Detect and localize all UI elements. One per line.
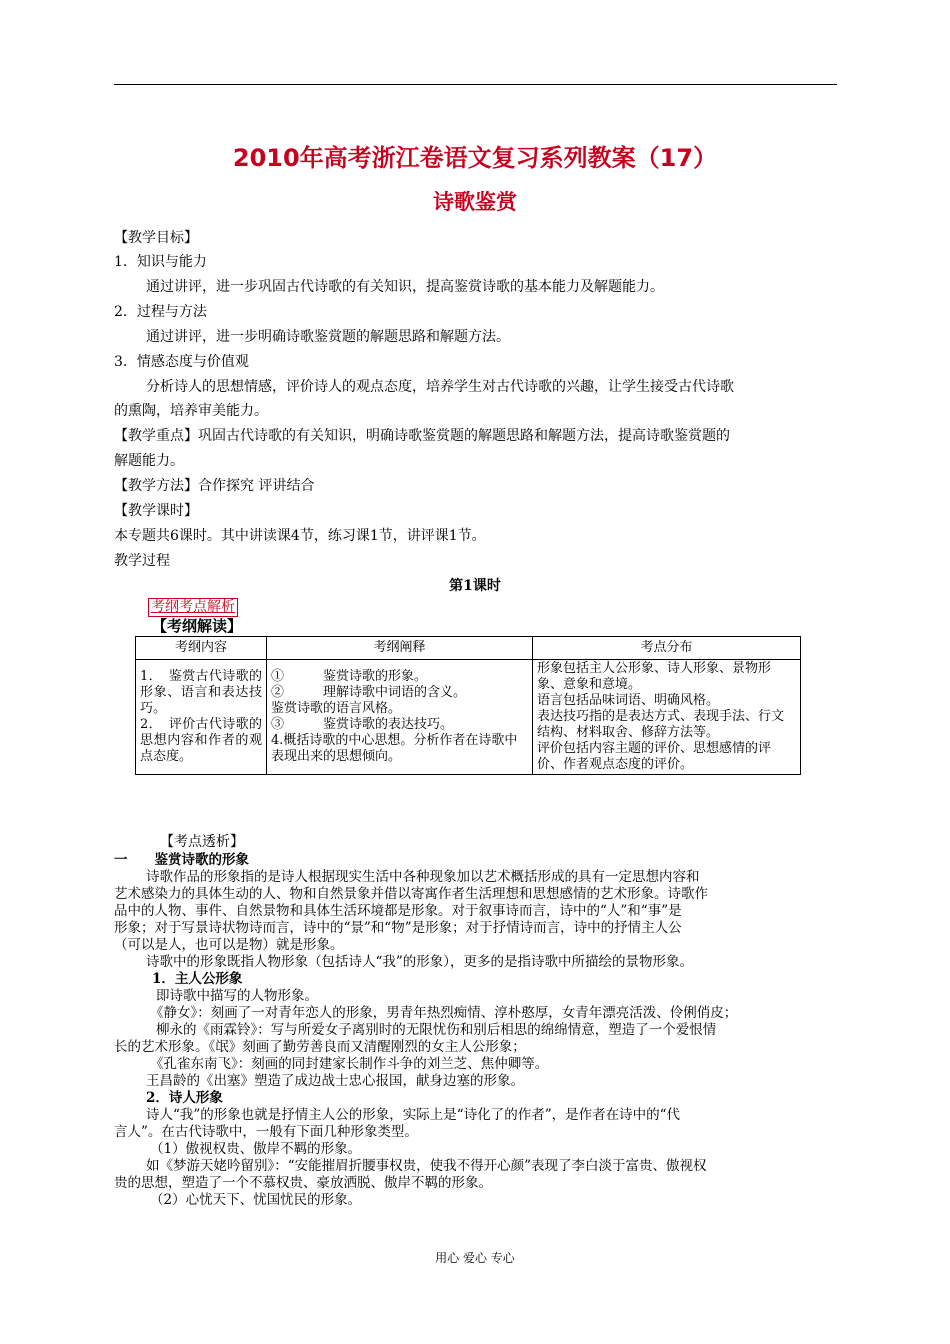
goal-2-title: 2．过程与方法 bbox=[114, 304, 207, 320]
example-4: 王昌龄的《出塞》塑造了成边战士忠心报国，献身边塞的形象。 bbox=[146, 1073, 524, 1089]
goal-3-line-2: 的熏陶，培养审美能力。 bbox=[114, 403, 268, 419]
syllabus-table bbox=[135, 636, 801, 775]
sub-2-line-2: 言人”。在古代诗歌中，一般有下面几种形象类型。 bbox=[114, 1124, 418, 1140]
table-heading: 【考纲解读】 bbox=[152, 617, 243, 635]
table-row bbox=[136, 660, 801, 775]
para-1-line: 诗歌作品的形象指的是诗人根据现实生活中各种现象加以艺术概括形成的具有一定思想内容和 bbox=[146, 869, 700, 885]
cell-line: ② 理解诗歌中词语的含义。 bbox=[271, 685, 467, 700]
page-title: 2010年高考浙江卷语文复习系列教案（17） bbox=[232, 144, 718, 172]
focus-line-2: 解题能力。 bbox=[114, 453, 184, 469]
type-1-example-line-1: 如《梦游天姥吟留别》：“安能摧眉折腰事权贵，使我不得开心颜”表现了李白淡于富贵、傲视权 bbox=[146, 1158, 707, 1174]
cell-line: 2． 评价古代诗歌的思想内容和作者的观点态度。 bbox=[140, 717, 262, 764]
para-1-line: 形象；对于写景诗状物诗而言，诗中的“景”和“物”是形象；对于抒情诗而言，诗中的抒情主人公 bbox=[114, 920, 682, 936]
section-label: 考纲考点解析 bbox=[148, 598, 238, 617]
section-1-heading: 一 鉴赏诗歌的形象 bbox=[114, 852, 249, 868]
header-rule bbox=[114, 84, 837, 85]
process-label: 教学过程 bbox=[114, 553, 170, 569]
goal-1-text: 通过讲评，进一步巩固古代诗歌的有关知识，提高鉴赏诗歌的基本能力及解题能力。 bbox=[146, 279, 664, 295]
focus-line-1: 【教学重点】巩固古代诗歌的有关知识，明确诗歌鉴赏题的解题思路和解题方法，提高诗歌鉴赏题的 bbox=[114, 428, 730, 444]
cell-line: 1． 鉴赏古代诗歌的形象、语言和表达技巧。 bbox=[140, 669, 262, 716]
cell-line: ① 鉴赏诗歌的形象。 bbox=[271, 669, 428, 684]
cell-line: 语言包括品味词语、明确风格。 bbox=[537, 693, 720, 708]
para-1-line: 艺术感染力的具体生动的人、物和自然景象并借以寄寓作者生活理想和思想感情的艺术形象。诗歌作 bbox=[114, 886, 708, 902]
lesson-title: 第1课时 bbox=[449, 578, 501, 594]
goal-3-title: 3．情感态度与价值观 bbox=[114, 354, 249, 370]
example-2-line-1: 柳永的《雨霖铃》：写与所爱女子离别时的无限忧伤和别后相思的绵绵情意，塑造了一个爱恨情 bbox=[156, 1022, 717, 1038]
example-1: 《静女》：刻画了一对青年恋人的形象，男青年热烈痴情、淳朴憨厚，女青年漂亮活泼、伶俐俏皮； bbox=[150, 1005, 738, 1021]
sub-heading-2: 2．诗人形象 bbox=[146, 1090, 223, 1106]
table-header-cell: 考点分布 bbox=[533, 637, 801, 660]
table-cell-explanation bbox=[267, 660, 533, 775]
cell-line: 形象包括主人公形象、诗人形象、景物形象、意象和意境。 bbox=[537, 661, 772, 692]
page-footer: 用心 爱心 专心 bbox=[435, 1251, 515, 1265]
type-1: （1）傲视权贵、傲岸不羁的形象。 bbox=[150, 1141, 362, 1157]
method-line: 【教学方法】合作探究 评讲结合 bbox=[114, 478, 315, 494]
hours-heading: 【教学课时】 bbox=[114, 503, 198, 519]
table-header-cell: 考纲阐释 bbox=[267, 637, 533, 660]
type-2: （2）心忧天下、忧国忧民的形象。 bbox=[150, 1192, 362, 1208]
page-subtitle: 诗歌鉴赏 bbox=[433, 190, 517, 214]
cell-line: 鉴赏诗歌的语言风格。 bbox=[271, 701, 402, 716]
para-1-line: 品中的人物、事件、自然景物和具体生活环境都是形象。对于叙事诗而言，诗中的“人”和“事”是 bbox=[114, 903, 682, 919]
sub-2-line-1: 诗人“我”的形象也就是抒情主人公的形象，实际上是“诗化了的作者”，是作者在诗中的“代 bbox=[146, 1107, 681, 1123]
type-1-example-line-2: 贵的思想，塑造了一个不慕权贵、豪放洒脱、傲岸不羁的形象。 bbox=[114, 1175, 492, 1191]
hours-text: 本专题共6课时。其中讲读课4节，练习课1节，讲评课1节。 bbox=[114, 528, 486, 544]
goal-1-title: 1．知识与能力 bbox=[114, 254, 207, 270]
cell-line: ③ 鉴赏诗歌的表达技巧。 bbox=[271, 717, 454, 732]
para-2: 诗歌中的形象既指人物形象（包括诗人“我”的形象），更多的是指诗歌中所描绘的景物形象。 bbox=[146, 954, 694, 970]
cell-line: 表达技巧指的是表达方式、表现手法、行文结构、材料取舍、修辞方法等。 bbox=[537, 709, 785, 740]
example-2-line-2: 长的艺术形象。《氓》刻画了勤劳善良而又清醒刚烈的女主人公形象； bbox=[114, 1039, 526, 1055]
sub-heading-1: 1．主人公形象 bbox=[152, 971, 243, 987]
goal-3-line-1: 分析诗人的思想情感，评价诗人的观点态度，培养学生对古代诗歌的兴趣，让学生接受古代诗歌 bbox=[146, 379, 734, 395]
para-1-line: （可以是人，也可以是物）就是形象。 bbox=[114, 937, 344, 953]
analysis-heading: 【考点透析】 bbox=[160, 834, 244, 850]
table-header-cell: 考纲内容 bbox=[136, 637, 267, 660]
goal-2-text: 通过讲评，进一步明确诗歌鉴赏题的解题思路和解题方法。 bbox=[146, 329, 510, 345]
table-header-row bbox=[136, 637, 801, 660]
sub-1-definition: 即诗歌中描写的人物形象。 bbox=[156, 988, 318, 1004]
table-cell-content bbox=[136, 660, 267, 775]
cell-line: 4.概括诗歌的中心思想。分析作者在诗歌中表现出来的思想倾向。 bbox=[271, 733, 518, 764]
table-cell-distribution bbox=[533, 660, 801, 775]
example-3: 《孔雀东南飞》：刻画的同封建家长制作斗争的刘兰芝、焦仲卿等。 bbox=[150, 1056, 549, 1072]
goals-heading: 【教学目标】 bbox=[114, 230, 198, 246]
cell-line: 评价包括内容主题的评价、思想感情的评价、作者观点态度的评价。 bbox=[537, 741, 772, 772]
